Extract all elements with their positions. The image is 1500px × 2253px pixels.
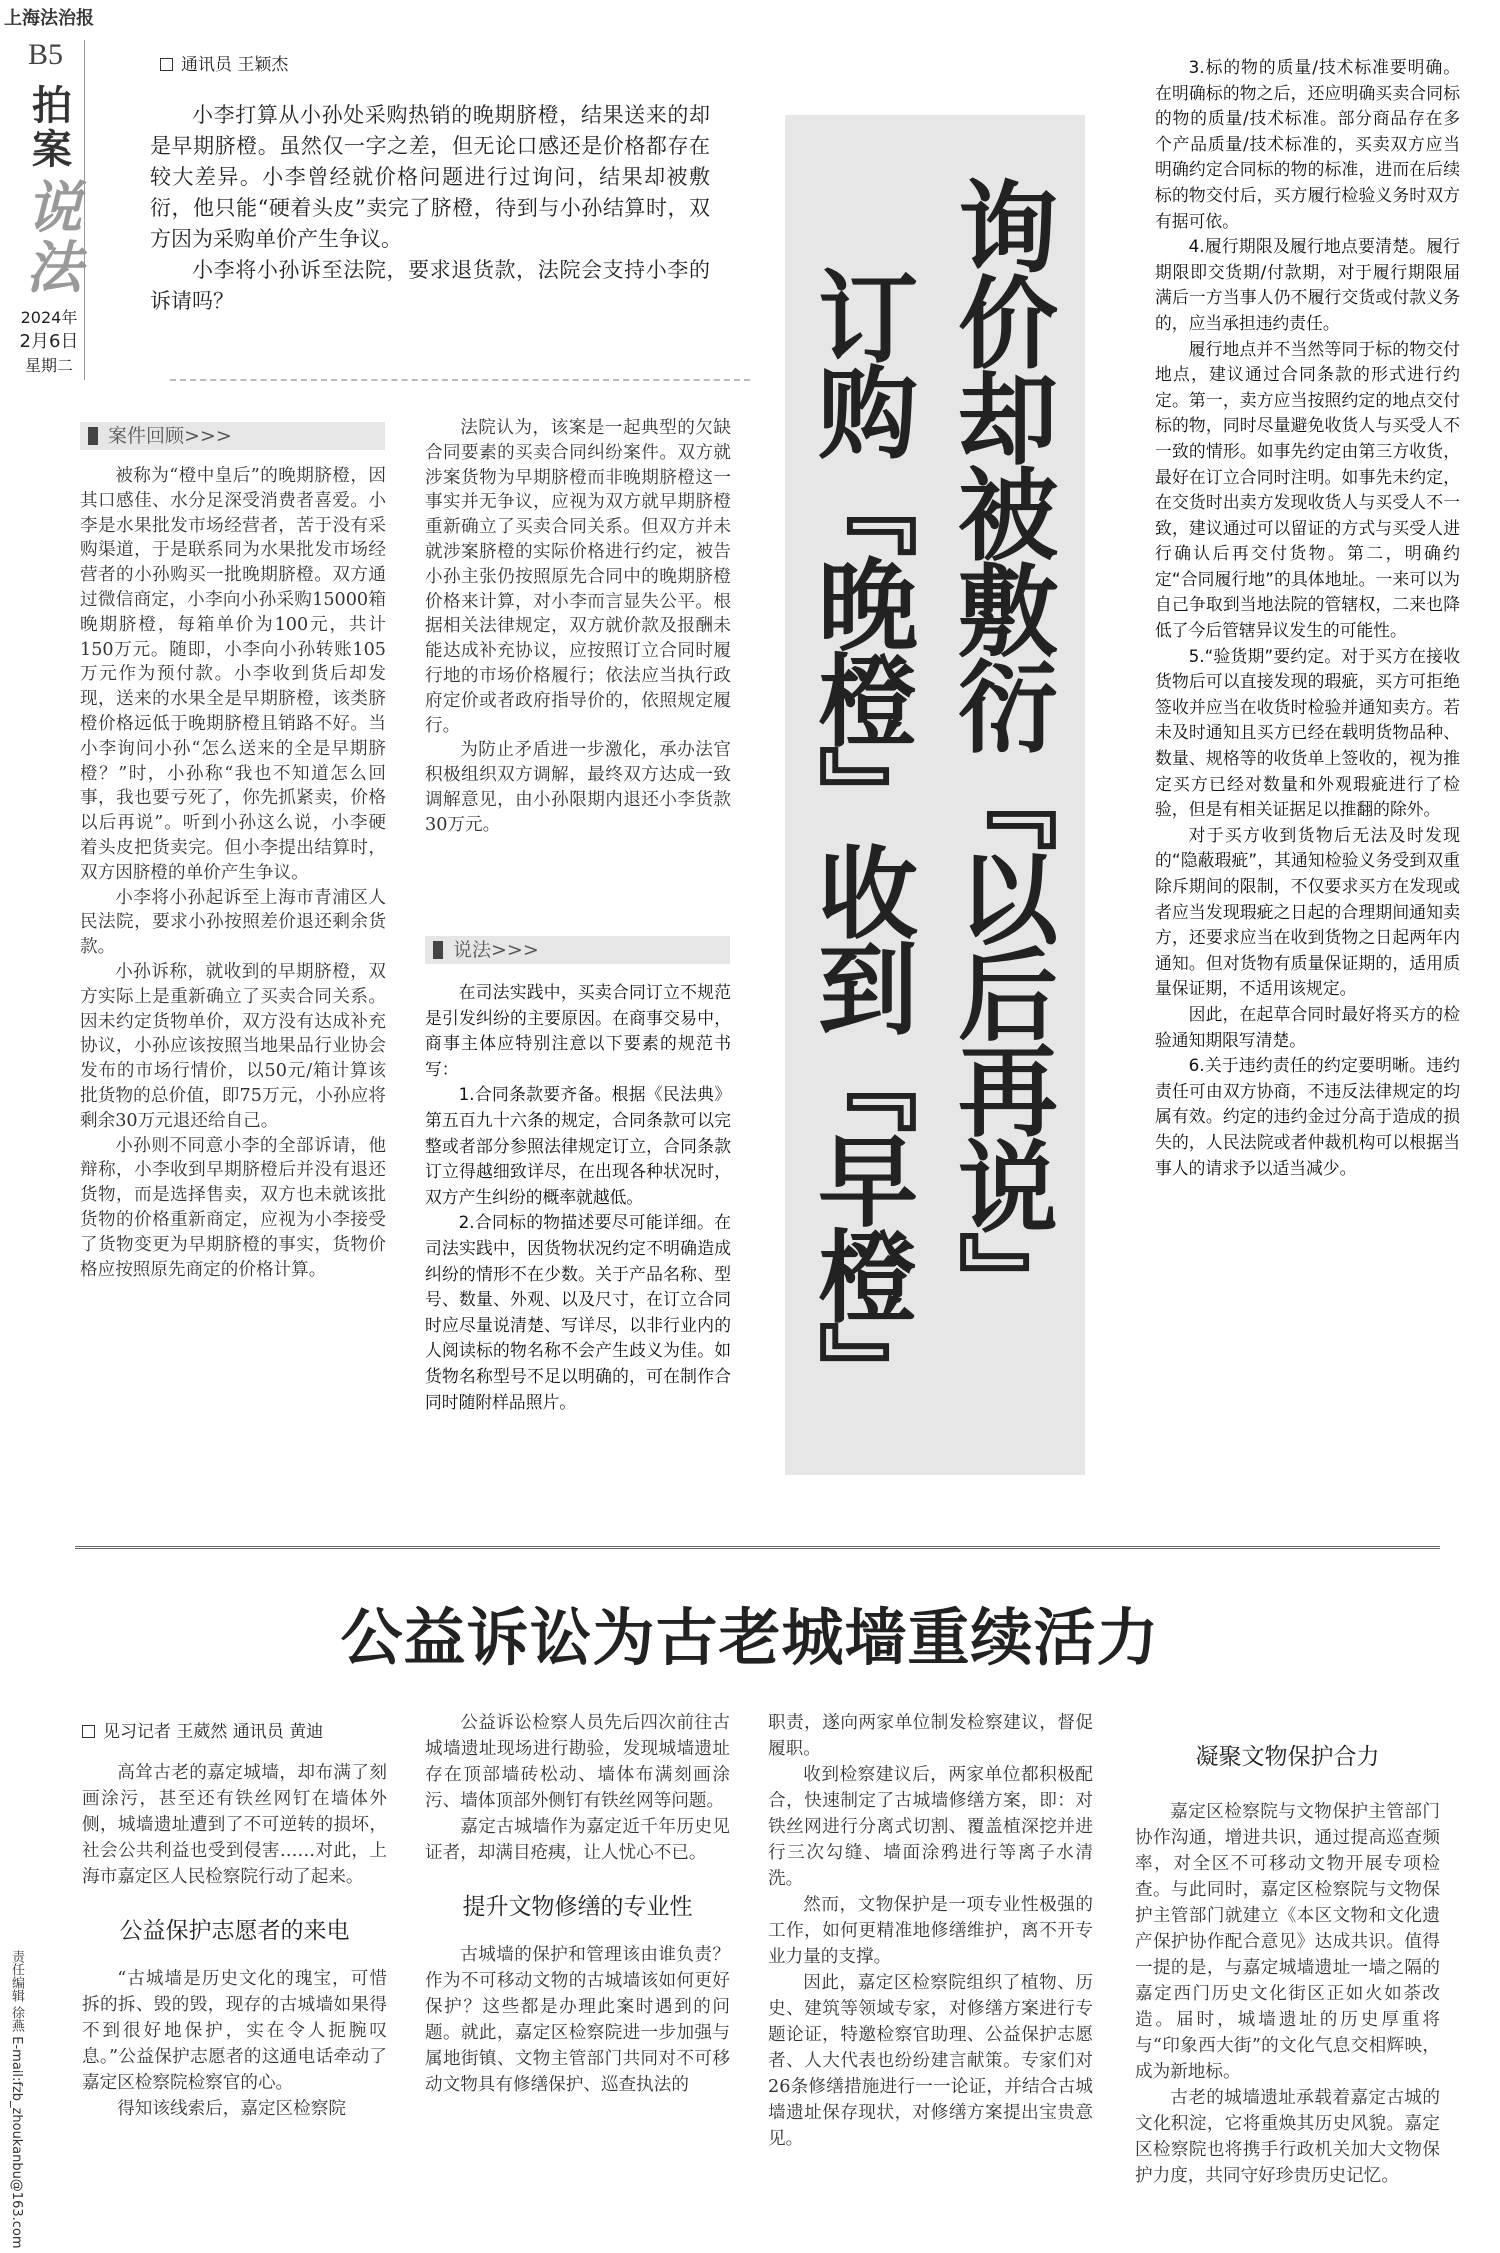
article2-paragraph: 职责，遂向两家单位制发检察建议，督促履职。 [768,1713,1093,1759]
law-paragraph: 对于买方收到货物后无法及时发现的“隐蔽瑕疵”，其通知检验义务受到双重除斥期间的限制，不仅要求买方在发现或者应当发现瑕疵之日起的合理期间通知卖方，还要求应当在收到货物之日起两年内通知。但对货物有质量保证期的，适用质量保证期，不适用该规定。 [1155,824,1460,999]
page-number: B5 [28,38,64,71]
case-review-header-label: 案件回顾>>> [108,425,232,447]
case-paragraph: 被称为“橙中皇后”的晚期脐橙，因其口感佳、水分足深受消费者喜爱。小李是水果批发市场经营者，苦于没有采购渠道，于是联系同为水果批发市场经营者的小孙购买一批晚期脐橙。双方通过微信商定，小李向小孙采购15000箱晚期脐橙，每箱单价为100元，共计150万元。随即，小李向小孙转账105万元作为预付款。小李收到货后却发现，送来的水果全是早期脐橙，该类脐橙价格远低于晚期脐橙且销路不好。当小李询问小孙“怎么送来的全是早期脐橙？”时，小孙称“我也不知道怎么回事，我也要亏死了，你先抓紧卖，价格以后再说”。听到小孙这么说，小李硬着头皮把货卖完。但小李提出结算时，双方因脐橙的单价产生争议。 [80,466,386,883]
law-paragraph: 1.合同条款要齐备。根据《民法典》第五百九十六条的规定，合同条款可以完整或者部分参照法律规定订立，合同条款订立得越细致详尽，在出现各种状况时，双方产生纠纷的概率就越低。 [425,1084,731,1207]
article-separator [75,1546,1440,1549]
article2-paragraph: 公益诉讼检察人员先后四次前往古城墙遗址现场进行勘验，发现城墙遗址存在顶部墙砖松动、墙体布满刻画涂污、墙体顶部外侧钉有铁丝网等问题。 [425,1713,730,1811]
article2-paragraph: 古城墙的保护和管理该由谁负责？作为不可移动文物的古城墙该如何更好保护？这些都是办理此案时遇到的问题。就此，嘉定区检察院进一步加强与属地街镇、文物主管部门共同对不可移动文物具有修缮保护、巡查执法的 [425,1945,730,2095]
byline-box-icon [160,58,173,71]
lede-divider [170,379,750,381]
column-name-shuo-fa: 说法 [26,175,82,301]
article2-paragraph: 收到检察建议后，两家单位都积极配合，快速制定了古城墙修缮方案，即：对铁丝网进行分离式切割、覆盖植深挖并进行三次勾缝、墙面涂鸦进行等离子水清洗。 [768,1765,1093,1889]
article2-byline-text: 见习记者 王葳然 通讯员 黄迪 [103,1722,324,1742]
article1-lede [150,100,710,317]
case-review-header [80,422,385,450]
header-block-icon [88,427,98,445]
article2-col4-body [1135,1799,1440,2189]
column-name-pai-an: 拍案 [32,82,72,173]
law-talk-header-label: 说法>>> [453,939,539,961]
article2-headline: 公益诉讼为古老城墙重续活力 [340,1601,1160,1674]
article2-col2 [425,1710,730,2098]
article2-paragraph: 高耸古老的嘉定城墙，却布满了刻画涂污，甚至还有铁丝网钉在墙体外侧，城墙遗址遭到了不可逆转的损坏，社会公共利益也受到侵害……对此，上海市嘉定区人民检察院行动了起来。 [82,1763,387,1887]
article1-title-line2: 订购『晚橙』收到『早橙』 [801,265,919,1417]
law-paragraph: 履行地点并不当然等同于标的物交付地点，建议通过合同条款的形式进行约定。第一，卖方应当按照约定的地点交付标的物，同时尽量避免收货人与买受人不一致的情形。如事先约定由第三方收货，最好在订立合同时注明。如事先未约定，在交货时出卖方发现收货人与买受人不一致，建议通过可以留证的方式与买受人进行确认后再交付货物。第二，明确约定“合同履行地”的具体地址。一来可以为自己争取到当地法院的管辖权，二来也降低了今后管辖异议发生的可能性。 [1155,338,1460,641]
law-paragraph: 2.合同标的物描述要尽可能详细。在司法实践中，因货物状况约定不明确造成纠纷的情形不在少数。关于产品名称、型号、数量、外观、以及尺寸，在订立合同时应尽量说清楚、写详尽，以非行业内的人阅读标的物名称不会产生歧义为佳。如货物名称型号不足以明确的，可在制作合同时随附样品照片。 [425,1212,731,1412]
law-paragraph: 5.“验货期”要约定。对于买方在接收货物后可以直接发现的瑕疵，买方可拒绝签收并应当在收货时检验并通知卖方。若未及时通知且买方已经在载明货物品种、数量、规格等的收货单上签收的，视为推定买方已经对数量和外观瑕疵进行了检验，但是有相关证据足以推翻的除外。 [1155,645,1460,820]
lede-paragraph: 小李将小孙诉至法院，要求退货款，法院会支持小李的诉请吗？ [150,258,710,313]
article2-paragraph: 古老的城墙遗址承载着嘉定古城的文化积淀，它将重焕其历史风貌。嘉定区检察院也将携手行政机关加大文物保护力度，共同守好珍贵历史记忆。 [1135,2088,1440,2186]
law-talk-header [425,936,730,964]
rail-divider [84,40,85,380]
law-paragraph: 4.履行期限及履行地点要清楚。履行期限即交货期/付款期，对于履行期限届满后一方当事人仍不履行交货或付款义务的，应当承担违约责任。 [1155,236,1460,333]
law-paragraph: 3.标的物的质量/技术标准要明确。在明确标的物之后，还应明确买卖合同标的物的质量/技术标准。部分商品存在多个产品质量/技术标准的，买卖双方应当明确约定合同标的物的标准，进而在后续标的物交付后，买方履行检验义务时双方有据可依。 [1155,57,1460,231]
case-paragraph: 小孙则不同意小李的全部诉请，他辩称，小李收到早期脐橙后并没有退还货物，而是选择售卖，双方也未就该批货物的价格重新商定，应视为小李接受了货物变更为早期脐橙的事实，货物价格应按照原先商定的价格计算。 [80,1135,386,1280]
lede-paragraph: 小李打算从小孙处采购热销的晚期脐橙，结果送来的却是早期脐橙。虽然仅一字之差，但无论口感还是价格都存在较大差异。小李曾经就价格问题进行过询问，结果却被敷衍，他只能“硬着头皮”卖完了脐橙，待到与小孙结算时，双方因为采购单价产生争议。 [150,103,710,251]
date-weekday: 星期二 [24,356,73,375]
article1-byline-text: 通讯员 王颖杰 [181,55,289,75]
article2-subhead-3: 凝聚文物保护合力 [1195,1744,1380,1770]
date-year: 2024年 [20,308,78,327]
article2-paragraph: “古城墙是历史文化的瑰宝，可惜拆的拆、毁的毁，现存的古城墙如果得不到很好地保护，实在令人扼腕叹息。”公益保护志愿者的这通电话牵动了嘉定区检察院检察官的心。 [82,1969,387,2093]
court-ruling-body [425,416,731,921]
article2-col4 [1135,1738,1440,2189]
header-block-icon [433,941,443,959]
law-paragraph: 因此，在起草合同时最好将买方的检验通知期限写清楚。 [1155,1003,1460,1050]
article2-paragraph: 嘉定古城墙作为嘉定近千年历史见证者，却满目疮痍，让人忧心不已。 [425,1817,730,1863]
article2-byline [82,1717,323,1742]
byline-box-icon [82,1725,95,1738]
article2-paragraph: 因此，嘉定区检察院组织了植物、历史、建筑等领域专家，对修缮方案进行专题论证，特邀检察官助理、公益保护志愿者、人大代表也纷纷建言献策。专家们对26条修缮措施进行一一论证，并结合古城墙遗址保存现状，对修缮方案提出宝贵意见。 [768,1973,1093,2149]
article2-paragraph: 然而，文物保护是一项专业性极强的工作，如何更精准地修缮维护，离不开专业力量的支撑。 [768,1895,1093,1967]
article1-title-block [785,115,1085,1475]
article2-col1 [82,1760,387,2122]
law-paragraph: 6.关于违约责任的约定要明晰。违约责任可由双方协商，不违反法律规定的均属有效。约定的违约金过分高于造成的损失的，人民法院或者仲裁机构可以根据当事人的请求予以适当减少。 [1155,1055,1460,1178]
law-paragraph: 在司法实践中，买卖合同订立不规范是引发纠纷的主要原因。在商事交易中，商事主体应特别注意以下要素的规范书写： [425,982,731,1079]
article1-byline [160,50,288,75]
law-talk-body-2 [1155,55,1460,1535]
article2-paragraph: 嘉定区检察院与文物保护主管部门协作沟通，增进共识，通过提高巡查频率，对全区不可移动文物开展专项检查。与此同时，嘉定区检察院与文物保护主管部门就建立《本区文物和文化遗产保护协作配合意见》达成共识。值得一提的是，与嘉定城墙遗址一墙之隔的嘉定西门历史文化街区正如火如荼改造。届时，城墙遗址的历史厚重将与“印象西大街”的文化气息交相辉映，成为新地标。 [1135,1802,1440,2082]
article2-subhead-2: 提升文物修缮的专业性 [462,1894,693,1920]
article2-subhead-1: 公益保护志愿者的来电 [119,1918,350,1944]
law-talk-body-1 [425,980,731,1530]
case-paragraph: 小李将小孙起诉至上海市青浦区人民法院，要求小孙按照差价退还剩余货款。 [80,887,386,958]
article2-paragraph: 得知该线索后，嘉定区检察院 [117,2099,346,2119]
case-review-body [80,464,386,1524]
court-paragraph: 法院认为，该案是一起典型的欠缺合同要素的买卖合同纠纷案件。双方就涉案货物为早期脐橙而非晚期脐橙这一事实并无争议，应视为双方就早期脐橙重新确立了买卖合同关系。但双方并未就涉案脐橙的实际价格进行约定，被告小孙主张仍按照原先合同中的晚期脐橙价格来计算，对小李而言显失公平。根据相关法律规定，双方就价款及报酬未能达成补充协议，应按照订立合同时履行地的市场价格履行；依法应当执行政府定价或者政府指导价的，依照规定履行。 [425,418,731,736]
case-paragraph: 小孙诉称，就收到的早期脐橙，双方实际上是重新确立了买卖合同关系。因未约定货物单价，双方没有达成补充协议，小孙应该按照当地果品行业协会发布的市场行情价，以50元/箱计算该批货物的总价值，即75万元，小孙应将剩余30万元退还给自己。 [80,961,386,1131]
issue-date [14,306,84,378]
date-day: 2月6日 [19,331,79,352]
article2-col3 [768,1710,1093,2152]
article1-title-line1: 询价却被敷衍『以后再说』 [941,175,1059,1327]
masthead: 上海法治报 [4,8,94,29]
editor-credit: 责任编辑 徐燕 E-mail:fzb_zhoukanbu@163.com [9,1950,24,2249]
court-paragraph: 为防止矛盾进一步激化，承办法官积极组织双方调解，最终双方达成一致调解意见，由小孙限期内退还小李货款30万元。 [425,740,731,835]
